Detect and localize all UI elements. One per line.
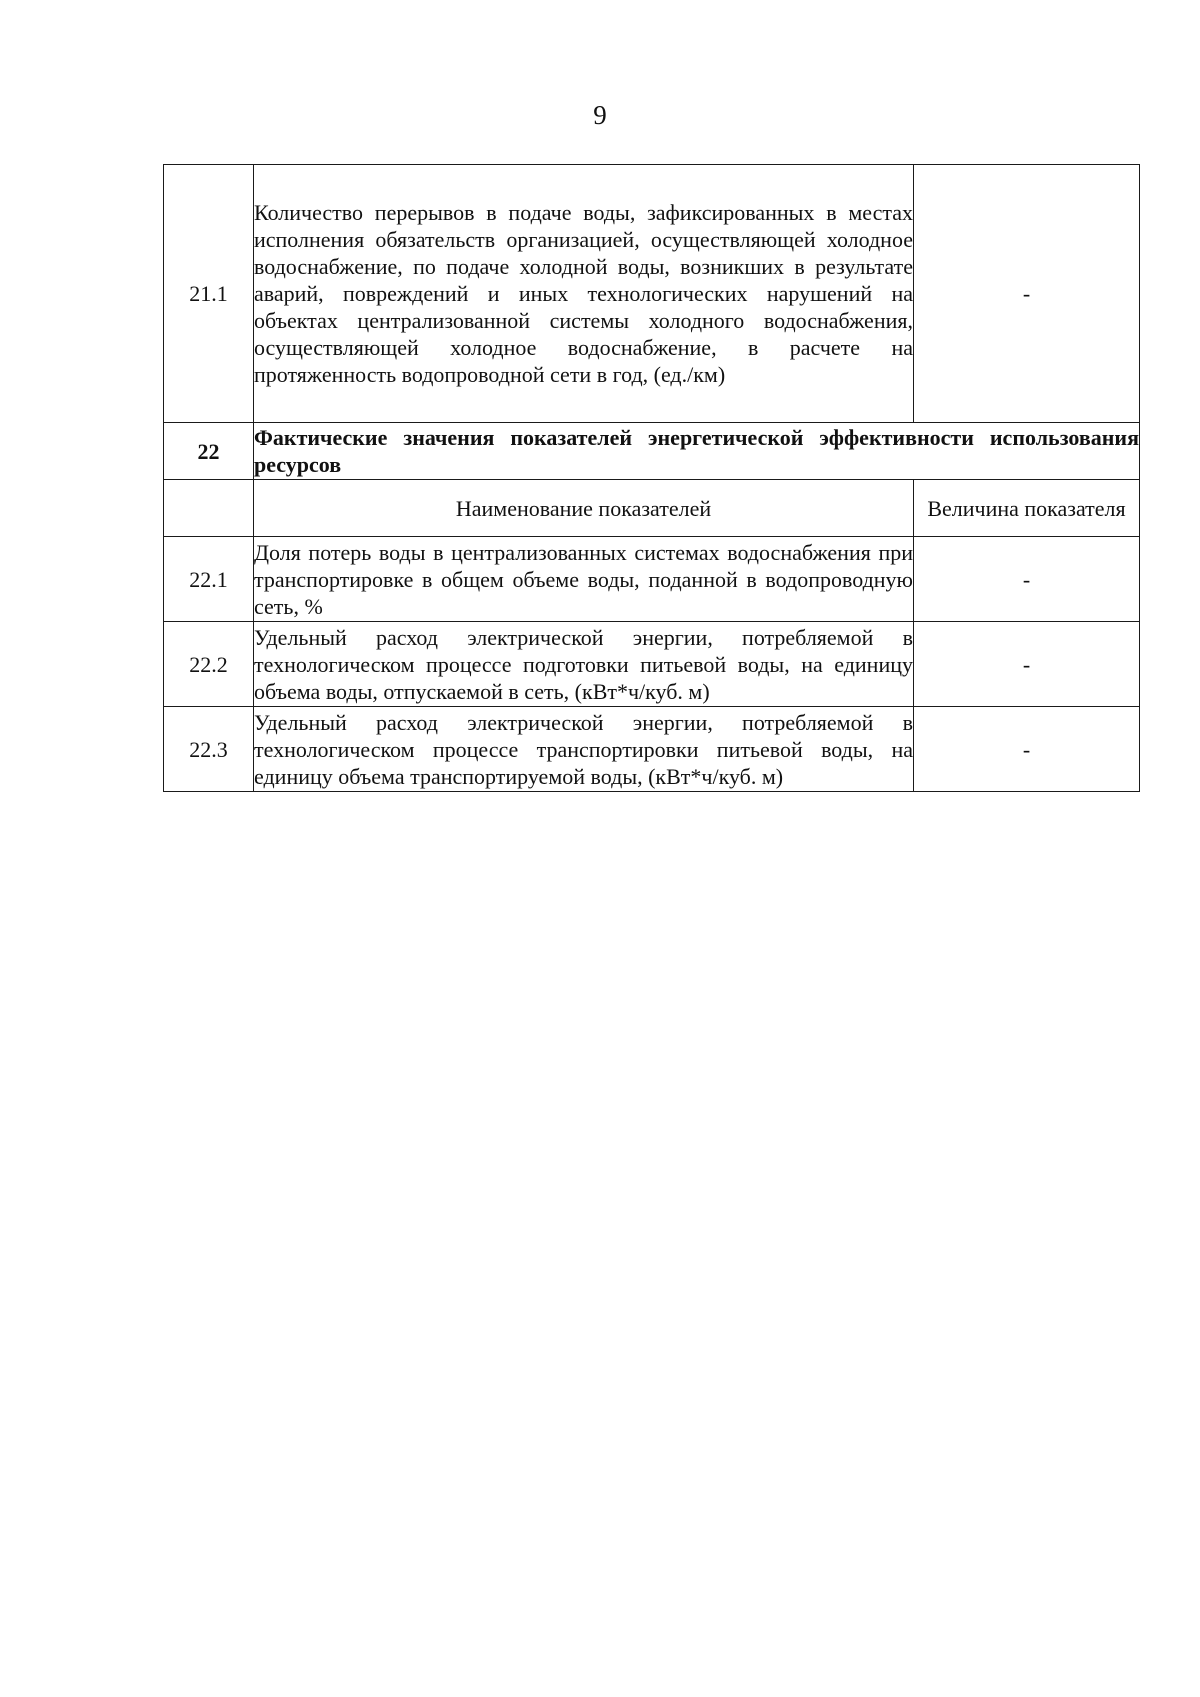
header-value-column: Величина показателя bbox=[914, 480, 1140, 537]
section-title: Фактические значения показателей энергетической эффективности использования ресурсов bbox=[254, 423, 1140, 480]
indicator-description: Доля потерь воды в централизованных системах водоснабжения при транспортировке в общем объеме воды, поданной в водопроводную сеть, % bbox=[254, 537, 914, 622]
page-number: 9 bbox=[593, 100, 607, 130]
indicator-value: - bbox=[914, 165, 1140, 423]
indicator-value: - bbox=[914, 622, 1140, 707]
table-row bbox=[164, 707, 1140, 792]
indicators-table bbox=[163, 164, 1140, 792]
indicator-value: - bbox=[914, 707, 1140, 792]
indicator-description: Количество перерывов в подаче воды, зафиксированных в местах исполнения обязательств организацией, осуществляющей холодное водоснабжение, по подаче холодной воды, возникших в результате аварий, повреждений и иных технологических нарушений на объектах централизованной системы холодного водоснабжения, осуществляющей холодное водоснабжение, в расчете на протяженность водопроводной сети в год, (ед./км) bbox=[254, 165, 914, 423]
table-row bbox=[164, 165, 1140, 423]
row-number: 21.1 bbox=[164, 165, 254, 423]
section-row bbox=[164, 423, 1140, 480]
row-number: 22.3 bbox=[164, 707, 254, 792]
header-empty-cell bbox=[164, 480, 254, 537]
header-row bbox=[164, 480, 1140, 537]
section-number: 22 bbox=[164, 423, 254, 480]
indicator-value: - bbox=[914, 537, 1140, 622]
row-number: 22.2 bbox=[164, 622, 254, 707]
indicator-description: Удельный расход электрической энергии, потребляемой в технологическом процессе транспортировки питьевой воды, на единицу объема транспортируемой воды, (кВт*ч/куб. м) bbox=[254, 707, 914, 792]
header-name-column: Наименование показателей bbox=[254, 480, 914, 537]
row-number: 22.1 bbox=[164, 537, 254, 622]
table-row bbox=[164, 537, 1140, 622]
table-row bbox=[164, 622, 1140, 707]
indicator-description: Удельный расход электрической энергии, потребляемой в технологическом процессе подготовки питьевой воды, на единицу объема воды, отпускаемой в сеть, (кВт*ч/куб. м) bbox=[254, 622, 914, 707]
